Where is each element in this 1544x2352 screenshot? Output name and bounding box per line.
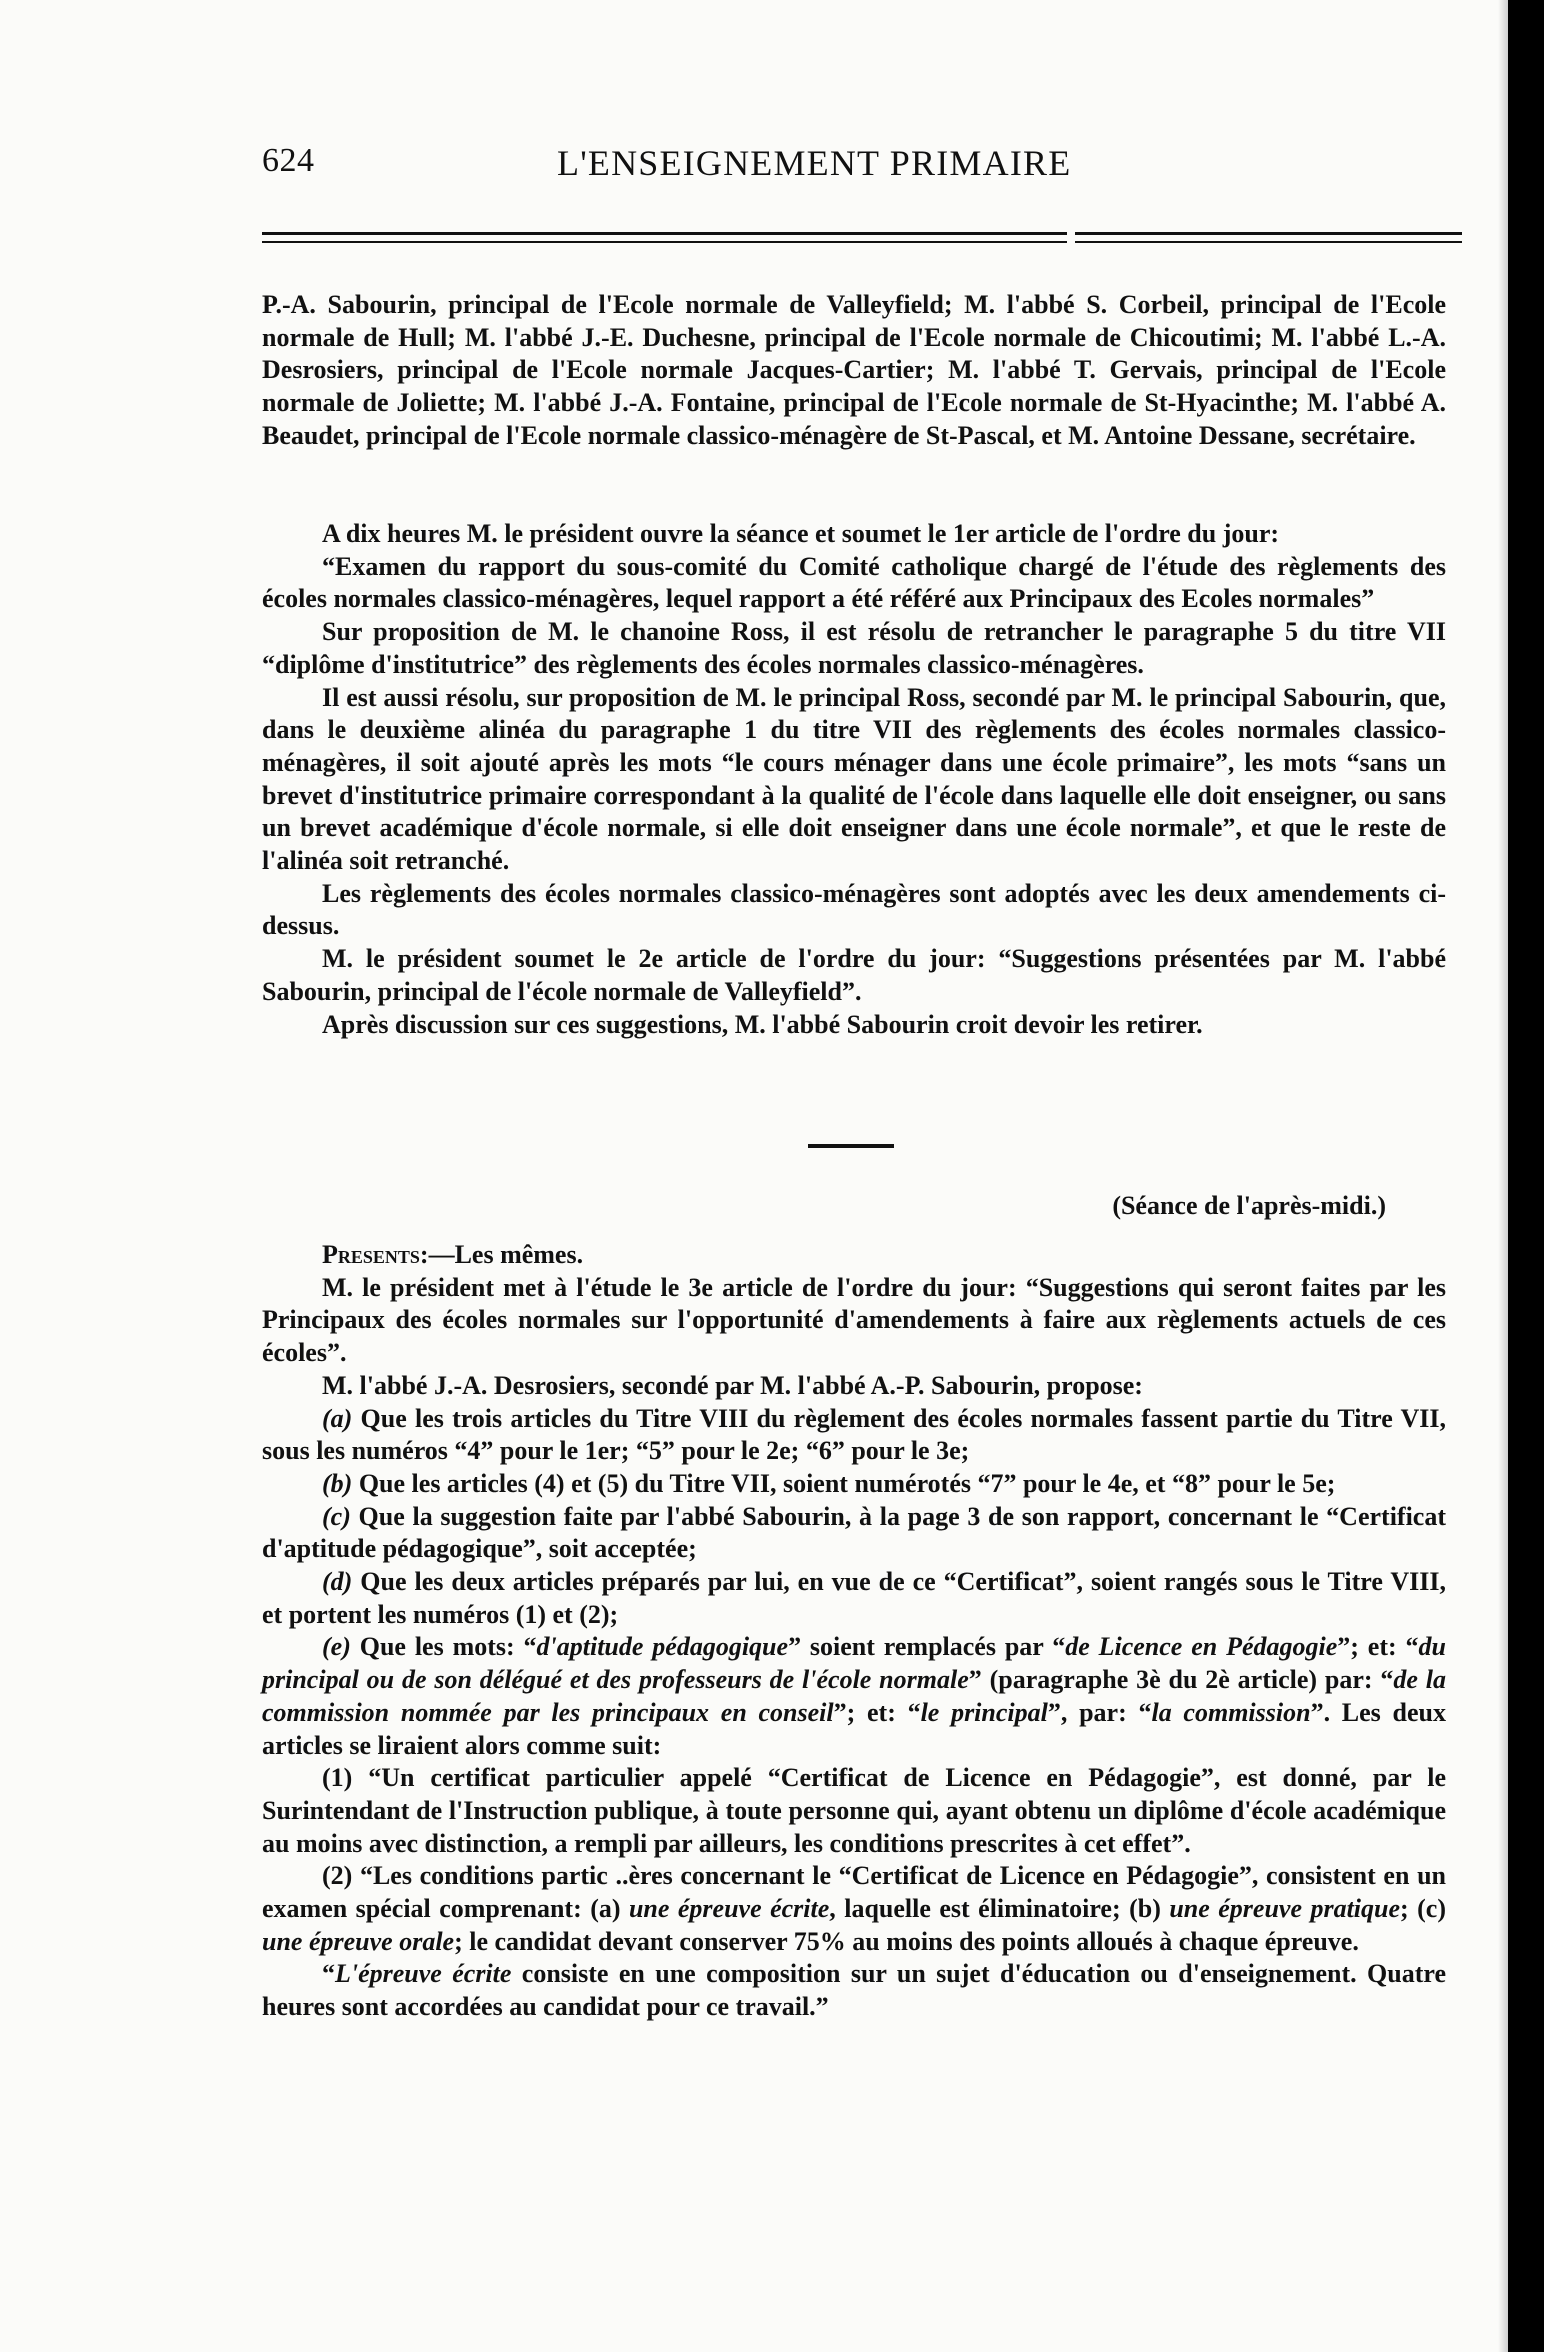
afternoon-session [262,1239,1446,2024]
paragraph: P.-A. Sabourin, principal de l'Ecole normale de Valleyfield; M. l'abbé S. Corbeil, principal de l'Ecole normale de Hull; M. l'abbé J.-E. Duchesne, principal de l'Ecole normale de Chicoutimi; M. l'abbé L.-A. Desrosiers, principal de l'Ecole normale Jacques-Cartier; M. l'abbé T. Gervais, principal de l'Ecole normale de Joliette; M. l'abbé J.-A. Fontaine, principal de l'Ecole normale de St-Hyacinthe; M. l'abbé A. Beaudet, principal de l'Ecole normale classico-ménagère de St-Pascal, et M. Antoine Dessane, secrétaire. [262,290,1446,450]
item-text: Que la suggestion faite par l'abbé Sabourin, à la page 3 de son rapport, concernant le “Certificat d'aptitude pédagogique”, soit acceptée; [262,1501,1446,1564]
text-run: ”, par: “ [1047,1697,1152,1727]
morning-session [262,518,1446,1041]
presents-text: :—Les mêmes. [419,1240,584,1269]
italic-run: de Licence en Pédagogie [1065,1632,1338,1662]
paragraph: Après discussion sur ces suggestions, M. l'abbé Sabourin croit devoir les retirer. [322,1009,1203,1039]
italic-run: une épreuve pratique [1169,1894,1401,1924]
item-text: Que les articles (4) et (5) du Titre VII, soient numérotés “7” pour le 4e, et “8” pour le 5e; [352,1468,1336,1498]
page-number: 624 [262,142,315,179]
text-run: ” (paragraphe 3è du 2è article) par: “ [968,1665,1394,1695]
item-text: Que les trois articles du Titre VIII du règlement des écoles normales fassent partie du Titre VII, sous les numéros “4” pour le 1er; “5” pour le 2e; “6” pour le 3e; [262,1403,1446,1466]
item-marker: (b) [322,1468,353,1498]
paragraph [262,1958,1446,2023]
text-run: Que les mots: “ [350,1632,537,1662]
paragraph: M. le président met à l'étude le 3e article de l'ordre du jour: “Suggestions qui seront faites par les Principaux des écoles normales sur l'opportunité d'amendements à faire aux règlements actuels de ces écoles”. [262,1272,1446,1368]
italic-run: L'épreuve écrite [335,1959,512,1989]
attendees-paragraph [262,289,1446,453]
text-run: ”. Les deux articles se liraient alors comme suit: [262,1697,1446,1760]
presents-label: Presents [322,1240,420,1269]
text-run: ; (c) [1400,1894,1447,1924]
item-marker: (a) [322,1403,353,1433]
list-item-c [262,1501,1446,1566]
italic-run: le principal [920,1697,1048,1727]
text-run: ”; et: “ [833,1697,921,1727]
article-1: (1) “Un certificat particulier appelé “Certificat de Licence en Pédagogie”, est donné, par le Surintendant de l'Instruction publique, à toute personne qui, ayant obtenu un diplôme d'école académique au moins avec distinction, a rempli par ailleurs, les conditions prescrites à cet effet”. [262,1763,1446,1858]
italic-run: la commission [1151,1697,1311,1727]
italic-run: du principal ou de son délégué et des professeurs de l'école normale [262,1632,1446,1695]
running-title: L'ENSEIGNEMENT PRIMAIRE [557,143,1072,183]
text-run: (2) “Les conditions partic ..ères concernant le “Certificat de Licence en Pédagogie”, consistent en un examen spécial comprenant: (a) [262,1861,1446,1924]
article-2 [262,1860,1446,1958]
text-run: ; le candidat devant conserver 75% au moins des points alloués à chaque épreuve. [454,1926,1359,1956]
header-rule-thin [262,241,1462,243]
paragraph: M. le président soumet le 2e article de l'ordre du jour: “Suggestions présentées par M. l'abbé Sabourin, principal de l'école normale de Valleyfield”. [262,944,1446,1006]
list-item-a [262,1403,1446,1468]
list-item-b [262,1468,1446,1501]
italic-run: de la commission nommée par les principaux en conseil [262,1665,1447,1727]
header-rule-thick [262,232,1462,235]
text-run: “ [322,1959,335,1989]
text-run: ”; et: “ [1337,1632,1419,1662]
text-run: consiste en une composition sur un sujet d'éducation ou d'enseignement. Quatre heures sont accordées au candidat pour ce travail.” [262,1959,1446,2022]
paragraph: Sur proposition de M. le chanoine Ross, il est résolu de retrancher le paragraphe 5 du titre VII “diplôme d'institutrice” des règlements des écoles normales classico-ménagères. [262,617,1446,679]
list-item-e [262,1631,1446,1762]
italic-run: d'aptitude pédagogique [536,1632,789,1662]
item-marker: (e) [322,1632,351,1662]
page-header [262,142,1462,202]
item-marker: (d) [322,1567,353,1597]
text-run: , laquelle est éliminatoire; (b) [829,1894,1170,1924]
paragraph: A dix heures M. le président ouvre la séance et soumet le 1er article de l'ordre du jour: [322,519,1280,548]
italic-run: une épreuve écrite [628,1894,830,1924]
scan-border [1508,0,1544,2352]
text-run: ” soient remplacés par “ [788,1632,1066,1662]
page-edge-shadow [1498,0,1508,2352]
header-rule-break [1067,228,1075,248]
item-text: Que les deux articles préparés par lui, en vue de ce “Certificat”, soient rangés sous le Titre VIII, et portent les numéros (1) et (2); [262,1567,1446,1629]
paragraph: Les règlements des écoles normales classico-ménagères sont adoptés avec les deux amendements ci-dessus. [262,878,1446,941]
paragraph [262,1239,1446,1272]
section-divider [808,1144,894,1148]
list-item-d [262,1566,1446,1631]
session-label: (Séance de l'après-midi.) [1112,1191,1386,1220]
paragraph: M. l'abbé J.-A. Desrosiers, secondé par M. l'abbé A.-P. Sabourin, propose: [322,1370,1143,1400]
item-marker: (c) [322,1501,351,1531]
paragraph: Il est aussi résolu, sur proposition de M. le principal Ross, secondé par M. le principal Sabourin, que, dans le deuxième alinéa du paragraphe 1 du titre VII des règlements des écoles normales classico-ménagères, il soit ajouté après les mots “le cours ménager dans une école primaire”, les mots “sans un brevet d'institutrice primaire correspondant à la qualité de l'école dans laquelle elle doit enseigner, ou sans un brevet académique d'école normale, si elle doit enseigner dans une école normale”, et que le reste de l'alinéa soit retranché. [262,682,1446,876]
paragraph: “Examen du rapport du sous-comité du Comité catholique chargé de l'étude des règlements des écoles normales classico-ménagères, lequel rapport a été référé aux Principaux des Ecoles normales” [262,551,1446,614]
italic-run: une épreuve orale [262,1926,455,1956]
